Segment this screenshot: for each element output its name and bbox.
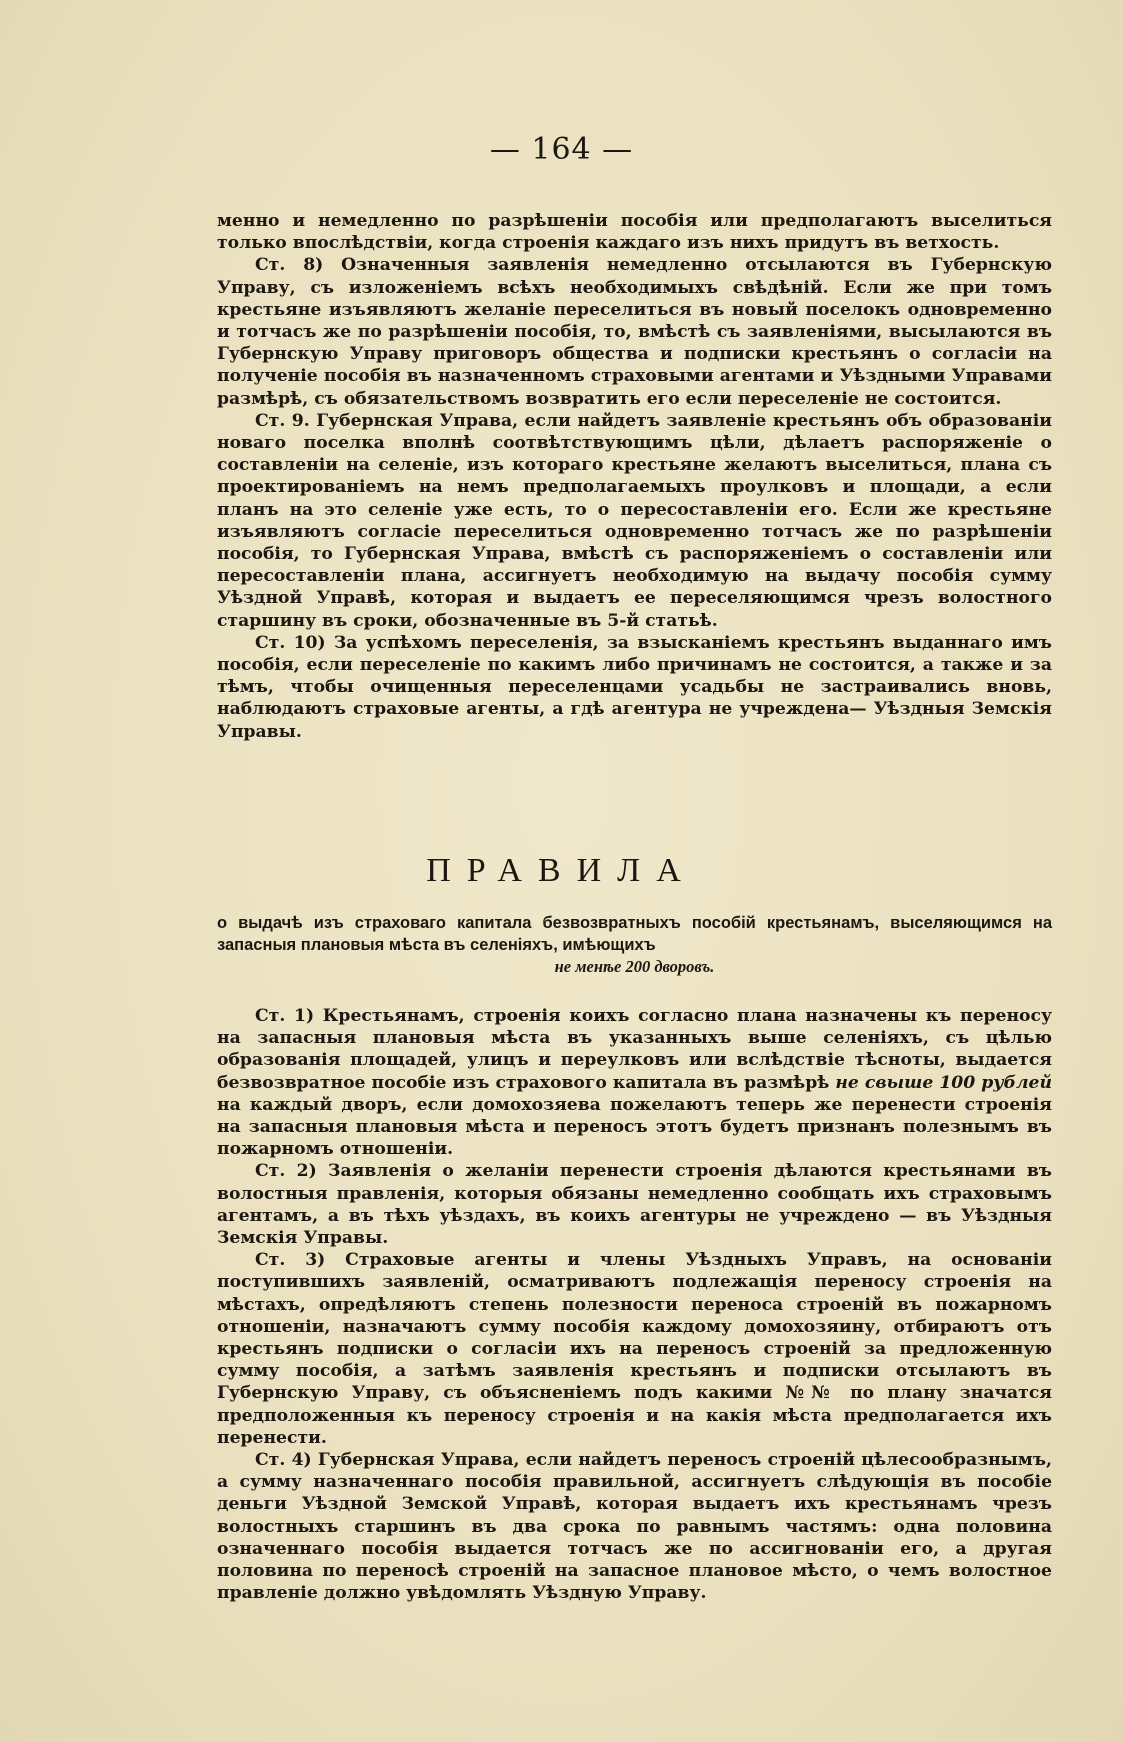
rules-subtitle-main: о выдачѣ изъ страховаго капитала безвозвратныхъ пособій крестьянамъ, выселяющимся на запасныя плановыя мѣста въ селеніяхъ, имѣющихъ	[217, 914, 1052, 954]
rule-1-amount: не свыше 100 рублей	[835, 1072, 1052, 1093]
rule-1-text-end: на каждый дворъ, если домохозяева пожелаютъ теперь же перенести строенія на запасныя плановыя мѣста и переносъ этотъ будетъ признанъ полезнымъ въ пожарномъ отношеніи.	[217, 1094, 1052, 1160]
page-number: — 164 —	[489, 132, 634, 167]
upper-text-block	[217, 210, 1052, 743]
rules-subtitle-italic: не менѣе 200 дворовъ.	[554, 957, 715, 976]
paragraph-rule-2: Ст. 2) Заявленія о желаніи перенести строенія дѣлаются крестьянами въ волостныя правленія, которыя обязаны немедленно сообщать ихъ страховымъ агентамъ, а въ тѣхъ уѣздахъ, въ коихъ агентуры не учреждено — въ Уѣздныя Земскія Управы.	[217, 1161, 1052, 1249]
rule-1-text-start: Ст. 1) Крестьянамъ, строенія коихъ согласно плана назначены къ переносу на запасныя плановыя мѣста въ указанныхъ выше селеніяхъ, съ цѣлью образованія площадей, улицъ и переулковъ или вслѣдствіе тѣсноты, выдается безвозвратное пособіе изъ страхового капитала въ размѣрѣ	[217, 1006, 1052, 1093]
paragraph-article-8: Ст. 8) Означенныя заявленія немедленно отсылаются въ Губернскую Управу, съ изложеніемъ всѣхъ необходимыхъ свѣдѣній. Если же при томъ крестьяне изъявляютъ желаніе переселиться въ новый поселокъ одновременно и тотчасъ же по разрѣшеніи пособія, то, вмѣстѣ съ заявленіями, высылаются въ Губернскую Управу приговоръ общества и подписки крестьянъ о согласіи на полученіе пособія въ назначенномъ страховыми агентами и Уѣздными Управами размѣрѣ, съ обязательствомъ возвратить его если переселеніе не состоится.	[217, 255, 1052, 409]
lower-text-block	[217, 1005, 1052, 1604]
paragraph-rule-3: Ст. 3) Страховые агенты и члены Уѣздныхъ Управъ, на основаніи поступившихъ заявленій, осматриваютъ подлежащія переносу строенія на мѣстахъ, опредѣляютъ степень полезности переноса строеній въ пожарномъ отношеніи, назначаютъ сумму пособія каждому домохозяину, отбираютъ отъ крестьянъ подписки о согласіи ихъ на переносъ строеній за предложенную сумму пособія, а затѣмъ заявленія крестьянъ и подписки отсылаютъ въ Губернскую Управу, съ объясненіемъ подъ какими №№ по плану значатся предположенныя къ переносу строенія и на какія мѣста предполагается ихъ перенести.	[217, 1250, 1052, 1448]
paragraph-continuation: менно и немедленно по разрѣшеніи пособія или предполагаютъ выселиться только впослѣдствіи, когда строенія каждаго изъ нихъ придутъ въ ветхость.	[217, 211, 1052, 254]
paragraph-article-10: Ст. 10) За успѣхомъ переселенія, за взысканіемъ крестьянъ выданнаго имъ пособія, если переселеніе по какимъ либо причинамъ не состоится, а также и за тѣмъ, чтобы очищенныя переселенцами усадьбы не застраивались вновь, наблюдаютъ страховые агенты, а гдѣ агентура не учреждена— Уѣздныя Земскія Управы.	[217, 632, 1052, 742]
paragraph-rule-4: Ст. 4) Губернская Управа, если найдетъ переносъ строеній цѣлесообразнымъ, а сумму назначеннаго пособія правильной, ассигнуетъ слѣдующія въ пособіе деньги Уѣздной Земской Управѣ, которая выдаетъ ихъ крестьянамъ чрезъ волостныхъ старшинъ въ два срока по равнымъ частямъ: одна половина означеннаго пособія выдается тотчасъ же по ассигнованіи его, а другая половина по переносѣ строеній на запасное плановое мѣсто, о чемъ волостное правленіе должно увѣдомлять Уѣздную Управу.	[217, 1450, 1052, 1604]
paragraph-article-9: Ст. 9. Губернская Управа, если найдетъ заявленіе крестьянъ объ образованіи новаго поселка вполнѣ соотвѣтствующимъ цѣли, дѣлаетъ распоряженіе о составленіи на селеніе, изъ котораго крестьяне желаютъ выселиться, плана съ проектированіемъ на немъ предполагаемыхъ проулковъ и площади, а если планъ на это селеніе уже есть, то о пересоставленіи его. Если же крестьяне изъявляютъ согласіе переселиться одновременно тотчасъ же по разрѣшеніи пособія, то Губернская Управа, вмѣстѣ съ распоряженіемъ о составленіи или пересоставленіи плана, ассигнуетъ необходимую на выдачу пособія сумму Уѣздной Управѣ, которая и выдаетъ ее переселяющимся чрезъ волостного старшину въ сроки, обозначенные въ 5-й статьѣ.	[217, 410, 1052, 631]
rules-subtitle	[217, 912, 1052, 978]
rules-heading: ПРАВИЛА	[426, 852, 697, 889]
paragraph-rule-1	[217, 1005, 1052, 1160]
